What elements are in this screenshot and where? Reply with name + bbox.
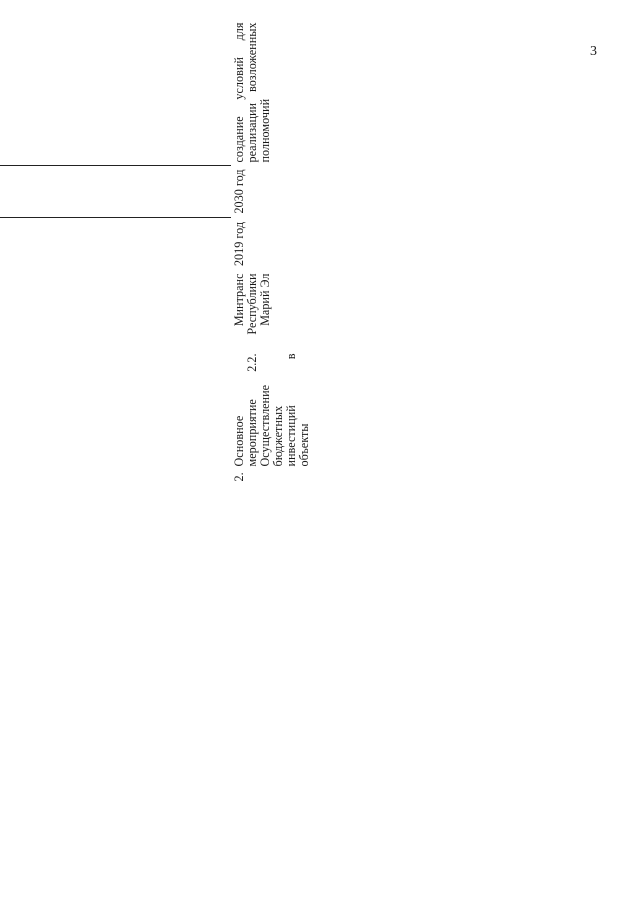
cell-empty <box>0 218 231 271</box>
cell-row1-activity <box>0 20 231 166</box>
table-row <box>231 0 313 485</box>
cell-empty <box>0 271 231 351</box>
cell-row2-end: 2030 год <box>231 169 246 214</box>
cell-empty <box>0 470 231 485</box>
measures-table <box>0 0 313 485</box>
cell-row2-activity: создание условий для реализации возложенных полномочий <box>231 22 272 163</box>
cell-empty <box>0 351 231 470</box>
cell-row2-measure: Основное мероприятие 2.2. Осуществление бюджетных инвестиций в объекты <box>231 353 311 467</box>
cell-row2-risks <box>231 0 313 20</box>
cell-empty <box>0 0 231 20</box>
page-number: 3 <box>590 44 597 59</box>
table-row <box>0 0 231 485</box>
cell-empty <box>0 166 231 218</box>
cell-row2-start: 2019 год <box>231 221 246 267</box>
cell-row2-number: 2. <box>231 472 246 482</box>
table-rotated-container <box>0 0 327 485</box>
cell-row2-executor: Минтранс Республики Марий Эл <box>231 273 272 335</box>
